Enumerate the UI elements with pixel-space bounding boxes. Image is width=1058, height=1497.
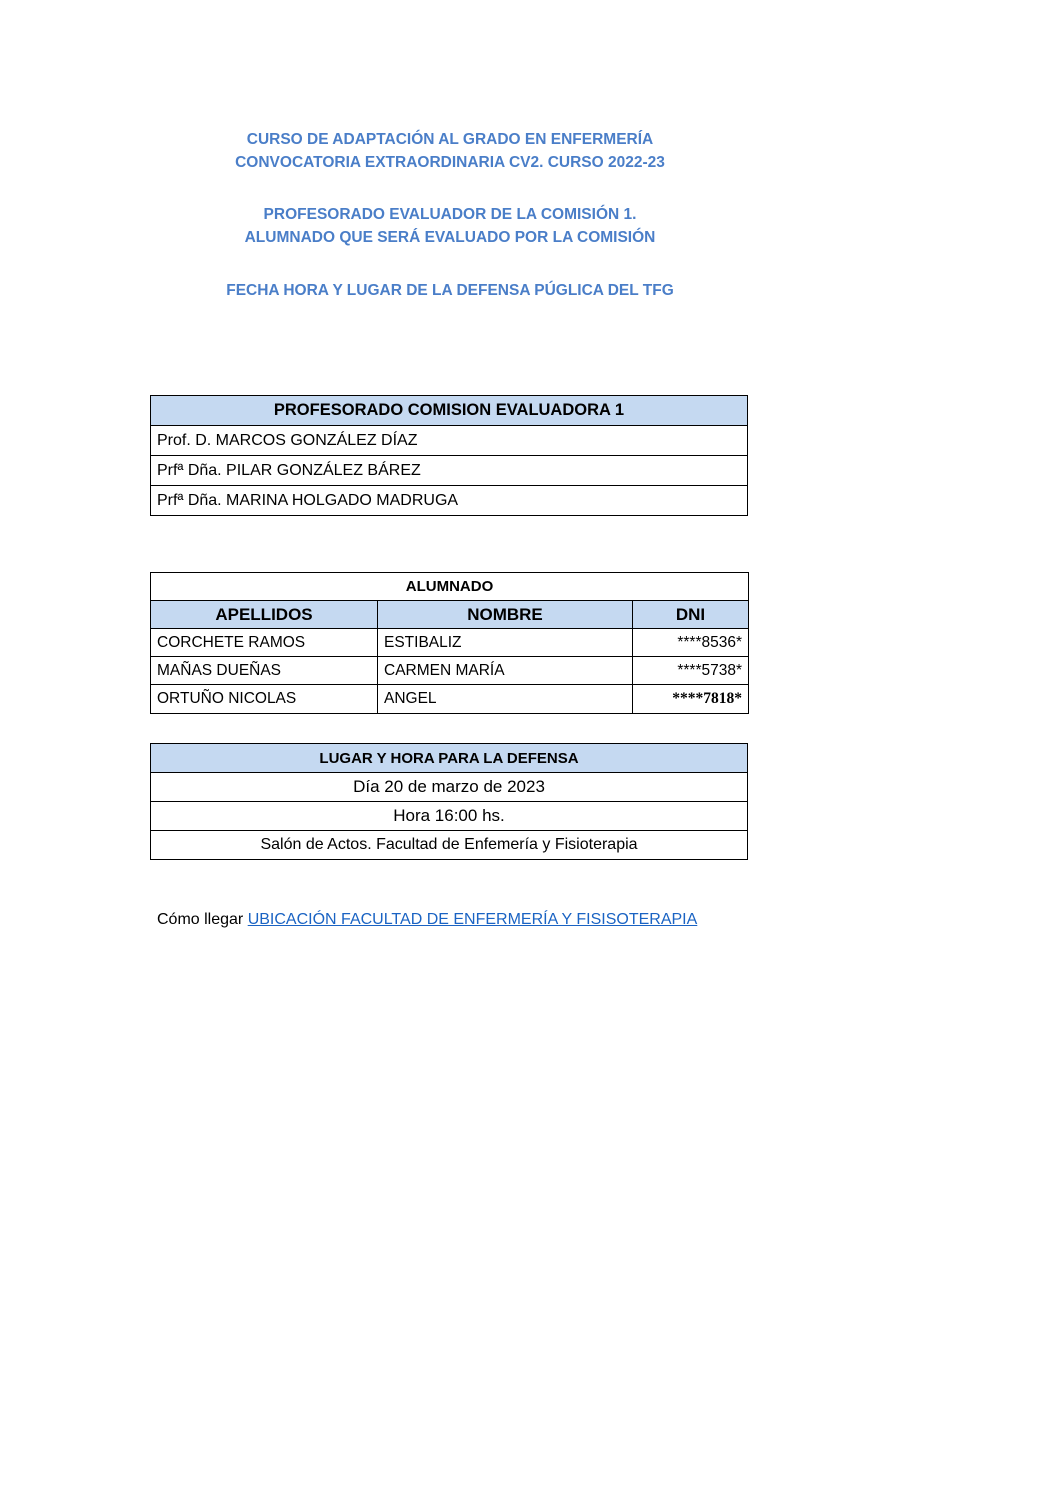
cell-apellidos: CORCHETE RAMOS [151,629,378,657]
defensa-table [150,743,748,860]
title-line-fecha: FECHA HORA Y LUGAR DE LA DEFENSA PÚGLICA DEL TFG [226,282,674,299]
cell-apellidos: MAÑAS DUEÑAS [151,657,378,685]
title-line-alumnado: ALUMNADO QUE SERÁ EVALUADO POR LA COMISIÓN [244,229,656,246]
cell-dni: ****5738* [633,657,749,685]
cell-nombre: ESTIBALIZ [378,629,633,657]
column-header-nombre: NOMBRE [378,601,633,629]
cell-nombre: ANGEL [378,685,633,714]
como-llegar-line [157,908,697,932]
cell-nombre: CARMEN MARÍA [378,657,633,685]
alumnado-table-title: ALUMNADO [151,573,749,601]
title-line-profesorado: PROFESORADO EVALUADOR DE LA COMISIÓN 1. [263,206,637,223]
profesorado-table-header: PROFESORADO COMISION EVALUADORA 1 [151,396,748,426]
column-header-dni: DNI [633,601,749,629]
defensa-lugar: Salón de Actos. Facultad de Enfemería y Fisioterapia [151,831,748,860]
column-header-apellidos: APELLIDOS [151,601,378,629]
title-line-convocatoria: CONVOCATORIA EXTRAORDINARIA CV2. CURSO 2022-23 [235,154,665,171]
table-row [151,685,749,714]
ubicacion-facultad-link[interactable]: UBICACIÓN FACULTAD DE ENFERMERÍA Y FISISOTERAPIA [247,911,698,928]
document-date-heading [150,279,750,302]
como-llegar-label: Cómo llegar [157,911,248,928]
profesor-row: Prfª Dña. PILAR GONZÁLEZ BÁREZ [151,456,748,486]
cell-apellidos: ORTUÑO NICOLAS [151,685,378,714]
cell-dni: ****7818* [633,685,749,714]
alumnado-table [150,572,749,714]
table-row [151,657,749,685]
title-line-course: CURSO DE ADAPTACIÓN AL GRADO EN ENFERMERÍA [246,131,654,148]
document-title [150,128,750,174]
defensa-table-header: LUGAR Y HORA PARA LA DEFENSA [151,744,748,773]
cell-dni: ****8536* [633,629,749,657]
table-row [151,629,749,657]
profesor-row: Prfª Dña. MARINA HOLGADO MADRUGA [151,486,748,516]
document-subtitle [150,203,750,249]
profesor-row: Prof. D. MARCOS GONZÁLEZ DÍAZ [151,426,748,456]
profesorado-table [150,395,748,516]
defensa-fecha: Día 20 de marzo de 2023 [151,773,748,802]
defensa-hora: Hora 16:00 hs. [151,802,748,831]
